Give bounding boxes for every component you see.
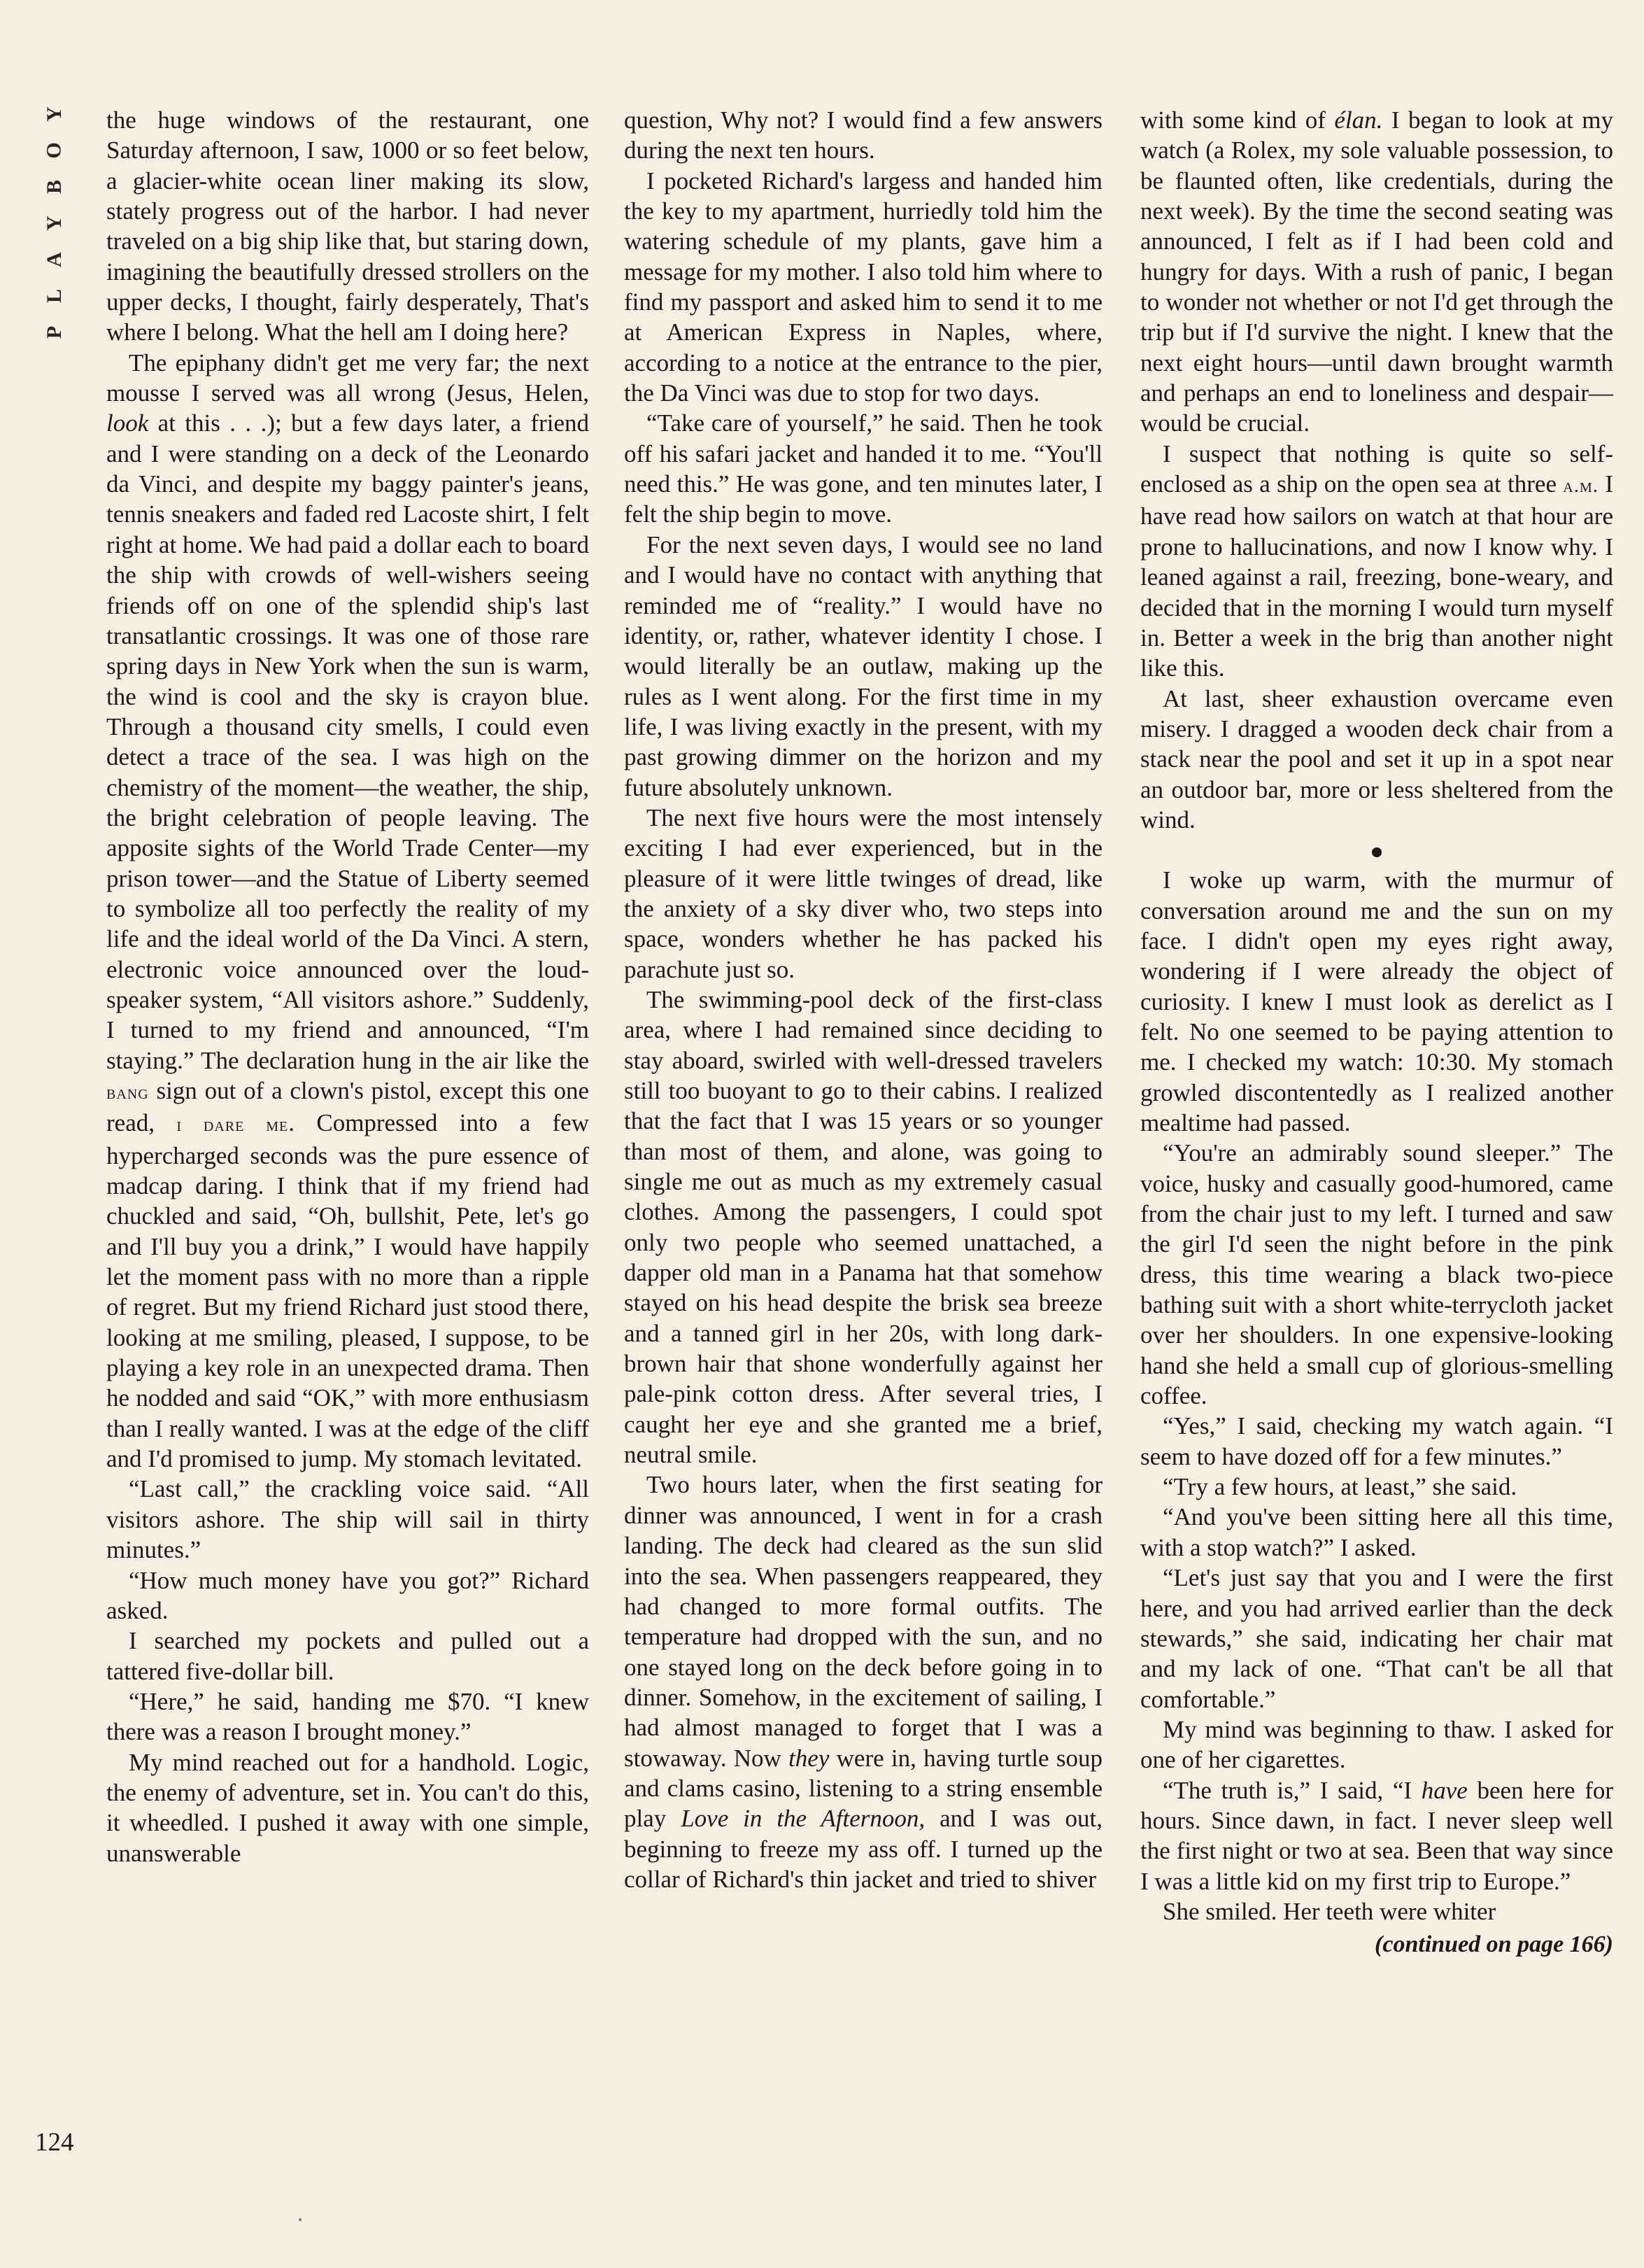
text-run: and I was out, beginning to freeze my ass off. I turned up the collar of Richard's thin jacket and tried to shiver: [624, 1805, 1103, 1893]
masthead-letter: A: [42, 252, 66, 267]
italic-run: élan.: [1334, 106, 1383, 134]
masthead-vertical: [41, 104, 69, 343]
text-run: at this . . .); but a few days later, a friend and I were standing on a deck of the Leonardo da Vinci, and despite my baggy painter's jeans, tennis sneakers and faded red Lacoste shirt, I felt right at home. We had paid a dollar each to board the ship with crowds of well-wishers seeing friends off on one of the splendid ship's last transatlantic crossings. It was one of those rare spring days in New York when the sun is warm, the wind is cool and the sky is crayon blue. Through a thousand city smells, I could even detect a trace of the sea. I was high on the chemistry of the moment—the weather, the ship, the bright celebration of people leaving. The apposite sights of the World Trade Center—my prison tower—and the Statue of Liberty seemed to symbolize all too perfectly the reality of my life and the ideal world of the Da Vinci. A stern, electronic voice announced over the loud-speaker system, “All visitors ashore.” Suddenly, I turned to my friend and announced, “I'm staying.” The declaration hung in the air like the: [106, 409, 589, 1074]
paragraph: “Last call,” the crackling voice said. “All visitors ashore. The ship will sail in thirty minutes.”: [106, 1475, 589, 1564]
paragraph: [624, 1470, 1103, 1894]
print-speck: [299, 2218, 302, 2221]
text-column-2: [624, 105, 1103, 1894]
paragraph: At last, sheer exhaustion overcame even misery. I dragged a wooden deck chair from a stack near the pool and set it up in a spot near an outdoor bar, more or less sheltered from the wind.: [1140, 684, 1613, 833]
text-run: been here for hours. Since dawn, in fact. I never sleep well the first night or two at sea. Been that way since I was a little kid on my first trip to Europe.”: [1140, 1776, 1614, 1895]
text-run: I have read how sailors on watch at that hour are prone to hallucinations, and now I know why. I leaned against a rail, freezing, bone-weary, and decided that in the morning I would turn myself in. Better a week in the brig than another night like this.: [1140, 470, 1613, 682]
text-run: with some kind of: [1140, 106, 1335, 134]
paragraph: [1140, 439, 1613, 684]
paragraph: She smiled. Her teeth were whiter: [1163, 1897, 1496, 1925]
paragraph: “Here,” he said, handing me $70. “I knew there was a reason I brought money.”: [106, 1687, 589, 1746]
paragraph: “Let's just say that you and I were the first here, and you had arrived earlier than the deck stewards,” she said, indicating her chair mat and my lack of one. “That can't be all that comfortable.”: [1140, 1564, 1613, 1713]
paragraph: I pocketed Richard's largess and handed him the key to my apartment, hurriedly told him the watering schedule of my plants, gave him a message for my mother. I also told him where to find my passport and asked him to send it to me at American Express in Naples, where, according to a notice at the entrance to the pier, the Da Vinci was due to stop for two days.: [624, 167, 1103, 407]
paragraph: My mind reached out for a handhold. Logic, the enemy of adventure, set in. You can't do this, it wheedled. I pushed it away with one simple, unanswerable: [106, 1748, 589, 1867]
paragraph: [106, 348, 589, 1474]
text-run: sign out of a clown's pistol, except this one read,: [106, 1077, 589, 1137]
section-break: [1140, 835, 1613, 865]
continued-note: (continued on page 166): [1375, 1931, 1613, 1958]
text-run: were in, having turtle soup and clams casino, listening to a string ensemble play: [624, 1744, 1103, 1833]
paragraph: “Yes,” I said, checking my watch again. “I seem to have dozed off for a few minutes.”: [1140, 1412, 1613, 1470]
small-caps-run: i dare me: [176, 1113, 289, 1136]
text-column-3: [1140, 105, 1613, 1960]
paragraph: The next five hours were the most intensely exciting I had ever experienced, but in the pleasure of it were little twinges of dread, like the anxiety of a sky diver who, two steps into space, wonders whether he has packed his parachute just so.: [624, 803, 1103, 983]
small-caps-run: bang: [106, 1081, 149, 1104]
paragraph: “You're an admirably sound sleeper.” The voice, husky and casually good-humored, came from the chair just to my left. I turned and saw the girl I'd seen the night before in the pink dress, this time wearing a black two-piece bathing suit with a short white-terrycloth jacket over her shoulders. In one expensive-looking hand she held a small cup of glorious-smelling coffee.: [1140, 1139, 1613, 1410]
paragraph: the huge windows of the restaurant, one Saturday afternoon, I saw, 1000 or so feet below, a glacier-white ocean liner making its slow, stately progress out of the harbor. I had never traveled on a big ship like that, but staring down, imagining the beautifully dressed strollers on the upper decks, I thought, fairly desperately, That's where I belong. What the hell am I doing here?: [106, 106, 589, 346]
bullet-icon: [1372, 847, 1382, 857]
masthead-letter: Y: [42, 106, 66, 122]
page-number: 124: [35, 2128, 74, 2157]
masthead-letter: L: [42, 288, 66, 304]
masthead-letter: B: [42, 179, 66, 195]
masthead-letter: O: [43, 142, 66, 159]
paragraph: [1140, 105, 1613, 439]
text-run: I began to look at my watch (a Rolex, my sole valuable possession, to be flaunted often, like credentials, during the next week). By the time the second seating was announced, I felt as if I had been cold and hungry for days. With a rush of panic, I began to wonder not whether or not I'd get through the trip but if I'd survive the night. I knew that the next eight hours—until dawn brought warmth and perhaps an end to loneliness and despair—would be crucial.: [1140, 106, 1613, 437]
text-column-1: [106, 105, 589, 1868]
paragraph: “Try a few hours, at least,” she said.: [1163, 1473, 1517, 1501]
text-run: The epiphany didn't get me very far; the next mousse I served was all wrong (Jesus, Helen,: [106, 348, 589, 407]
paragraph: “How much money have you got?” Richard asked.: [106, 1566, 589, 1624]
paragraph: My mind was beginning to thaw. I asked for one of her cigarettes.: [1140, 1715, 1613, 1774]
text-run: I suspect that nothing is quite so self-enclosed as a ship on the open sea at three: [1140, 439, 1613, 498]
masthead-letter: P: [42, 325, 66, 339]
paragraph: “Take care of yourself,” he said. Then he took off his safari jacket and handed it to me. “You'll need this.” He was gone, and ten minutes later, I felt the ship begin to move.: [624, 409, 1103, 528]
paragraph: question, Why not? I would find a few answers during the next ten hours.: [624, 106, 1103, 164]
masthead-letter: Y: [42, 216, 66, 231]
paragraph: I woke up warm, with the murmur of conversation around me and the sun on my face. I didn't open my eyes right away, wondering if I were already the object of curiosity. I knew I must look as derelict as I felt. No one seemed to be paying attention to me. I checked my watch: 10:30. My stomach growled discontentedly as I realized another mealtime had passed.: [1140, 866, 1613, 1136]
italic-run: look: [106, 409, 149, 437]
small-caps-run: a.m.: [1563, 474, 1599, 498]
paragraph: [1140, 1775, 1613, 1896]
text-run: . Compressed into a few hypercharged seconds was the pure essence of madcap daring. I think that if my friend had chuckled and said, “Oh, bullshit, Pete, let's go and I'll buy you a drink,” I would have happily let the moment pass with no more than a ripple of regret. But my friend Richard just stood there, looking at me smiling, pleased, I suppose, to be playing a key role in an unexpected drama. Then he nodded and said “OK,” with more enthusiasm than I really wanted. I was at the edge of the cliff and I'd promised to jump. My stomach levitated.: [106, 1109, 589, 1473]
italic-run: Love in the Afternoon,: [681, 1805, 926, 1833]
italic-run: have: [1421, 1776, 1468, 1804]
paragraph: For the next seven days, I would see no land and I would have no contact with anything that reminded me of “reality.” I would have no identity, or, rather, whatever identity I chose. I would literally be an outlaw, making up the rules as I went along. For the first time in my life, I was living exactly in the present, with my past growing dimmer on the horizon and my future absolutely unknown.: [624, 530, 1103, 801]
text-run: “The truth is,” I said, “I: [1163, 1776, 1422, 1804]
text-run: Two hours later, when the first seating for dinner was announced, I went in for a crash landing. The deck had cleared as the sun slid into the sea. When passengers reappeared, they had changed to more formal outfits. The temperature had dropped with the sun, and no one stayed long on the deck before going in to dinner. Somehow, in the excitement of sailing, I had almost managed to forget that I was a stowaway. Now: [624, 1471, 1103, 1772]
italic-run: they: [788, 1744, 830, 1772]
paragraph: “And you've been sitting here all this time, with a stop watch?” I asked.: [1140, 1503, 1613, 1561]
paragraph: I searched my pockets and pulled out a tattered five-dollar bill.: [106, 1627, 589, 1685]
paragraph: The swimming-pool deck of the first-class area, where I had remained since deciding to stay aboard, swirled with well-dressed travelers still too buoyant to go to their cabins. I realized that the fact that I was 15 years or so younger than most of them, and alone, was going to single me out as much as my extremely casual clothes. Among the passengers, I could spot only two people who seemed unattached, a dapper old man in a Panama hat that somehow stayed on his head despite the brisk sea breeze and a tanned girl in her 20s, with long dark-brown hair that shone wonderfully against her pale-pink cotton dress. After several tries, I caught her eye and she granted me a brief, neutral smile.: [624, 985, 1103, 1469]
